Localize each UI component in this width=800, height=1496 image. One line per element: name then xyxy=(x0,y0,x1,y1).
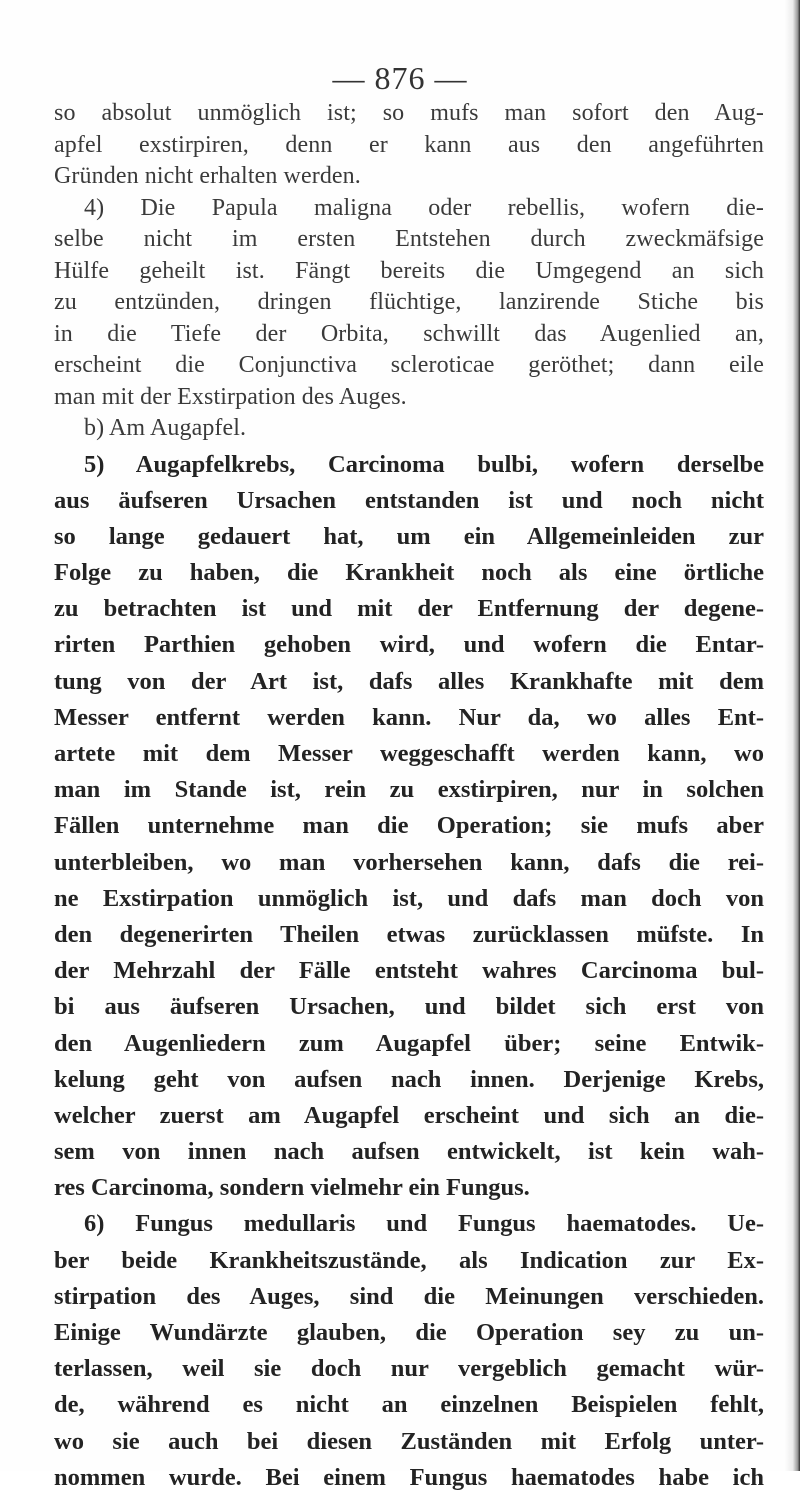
text-line: wo sie auch bei diesen Zuständen mit Erfolg unter- xyxy=(54,1427,764,1455)
text-line: bi aus äufseren Ursachen, und bildet sich erst von xyxy=(54,993,764,1021)
text-line: b) Am Augapfel. xyxy=(84,415,247,441)
text-line: Gründen nicht erhalten werden. xyxy=(54,163,361,189)
paragraph-block-main xyxy=(54,447,764,1496)
text-line: unterbleiben, wo man vorhersehen kann, dafs die rei- xyxy=(54,848,764,876)
text-line: Einige Wundärzte glauben, die Operation sey zu un- xyxy=(54,1319,764,1346)
text-line: sem von innen nach aufsen entwickelt, ist kein wah- xyxy=(54,1138,764,1166)
text-line: ber beide Krankheitszustände, als Indication zur Ex- xyxy=(54,1246,764,1274)
text-line: res Carcinoma, sondern vielmehr ein Fungus. xyxy=(54,1174,530,1202)
text-line: rirten Parthien gehoben wird, und wofern die Entar- xyxy=(54,631,764,659)
text-line: 5) Augapfelkrebs, Carcinoma bulbi, wofern derselbe xyxy=(84,450,764,478)
text-line: kelung geht von aufsen nach innen. Derjenige Krebs, xyxy=(54,1065,764,1093)
text-line: de, während es nicht an einzelnen Beispielen fehlt, xyxy=(54,1391,764,1419)
text-line: Fällen unternehme man die Operation; sie mufs aber xyxy=(54,812,764,840)
text-line: den Augenliedern zum Augapfel über; seine Entwik- xyxy=(54,1029,764,1057)
text-line: Folge zu haben, die Krankheit noch als eine örtliche xyxy=(54,559,764,587)
page-number: — 876 — xyxy=(332,60,468,96)
text-line: erscheint die Conjunctiva scleroticae geröthet; dann eile xyxy=(54,352,764,378)
text-line: selbe nicht im ersten Entstehen durch zweckmäfsige xyxy=(54,226,764,252)
page-edge-shadow xyxy=(784,0,800,1471)
text-line: 6) Fungus medullaris und Fungus haematodes. Ue- xyxy=(84,1210,764,1238)
text-line: ne Exstirpation unmöglich ist, und dafs man doch von xyxy=(54,884,764,912)
text-line: welcher zuerst am Augapfel erscheint und sich an die- xyxy=(54,1101,764,1129)
text-line: in die Tiefe der Orbita, schwillt das Augenlied an, xyxy=(54,320,764,347)
text-line: so lange gedauert hat, um ein Allgemeinleiden zur xyxy=(54,522,764,550)
text-line: zu entzünden, dringen flüchtige, lanzirende Stiche bis xyxy=(54,289,764,315)
text-line: man im Stande ist, rein zu exstirpiren, nur in solchen xyxy=(54,776,764,804)
text-line: Hülfe geheilt ist. Fängt bereits die Umgegend an sich xyxy=(54,257,764,284)
text-line: nommen wurde. Bei einem Fungus haematodes habe ich xyxy=(54,1463,764,1491)
text-line: 4) Die Papula maligna oder rebellis, wofern die- xyxy=(84,194,764,221)
text-line: man mit der Exstirpation des Auges. xyxy=(54,383,407,410)
text-line: terlassen, weil sie doch nur vergeblich gemacht wür- xyxy=(54,1355,764,1383)
paragraph-block-top xyxy=(54,98,764,445)
text-line: so absolut unmöglich ist; so mufs man sofort den Aug- xyxy=(54,100,764,126)
text-line: den degenerirten Theilen etwas zurücklassen müfste. In xyxy=(54,920,764,948)
text-line: apfel exstirpiren, denn er kann aus den angeführten xyxy=(54,131,764,158)
text-line: zu betrachten ist und mit der Entfernung der degene- xyxy=(54,595,764,623)
text-line: aus äufseren Ursachen entstanden ist und noch nicht xyxy=(54,486,764,514)
text-line: der Mehrzahl der Fälle entsteht wahres Carcinoma bul- xyxy=(54,957,764,985)
text-line: Messer entfernt werden kann. Nur da, wo alles Ent- xyxy=(54,703,764,731)
text-line: artete mit dem Messer weggeschafft werden kann, wo xyxy=(54,740,764,767)
text-line: tung von der Art ist, dafs alles Krankhafte mit dem xyxy=(54,667,764,695)
text-line: stirpation des Auges, sind die Meinungen verschieden. xyxy=(54,1282,764,1310)
body-text xyxy=(54,98,764,1496)
